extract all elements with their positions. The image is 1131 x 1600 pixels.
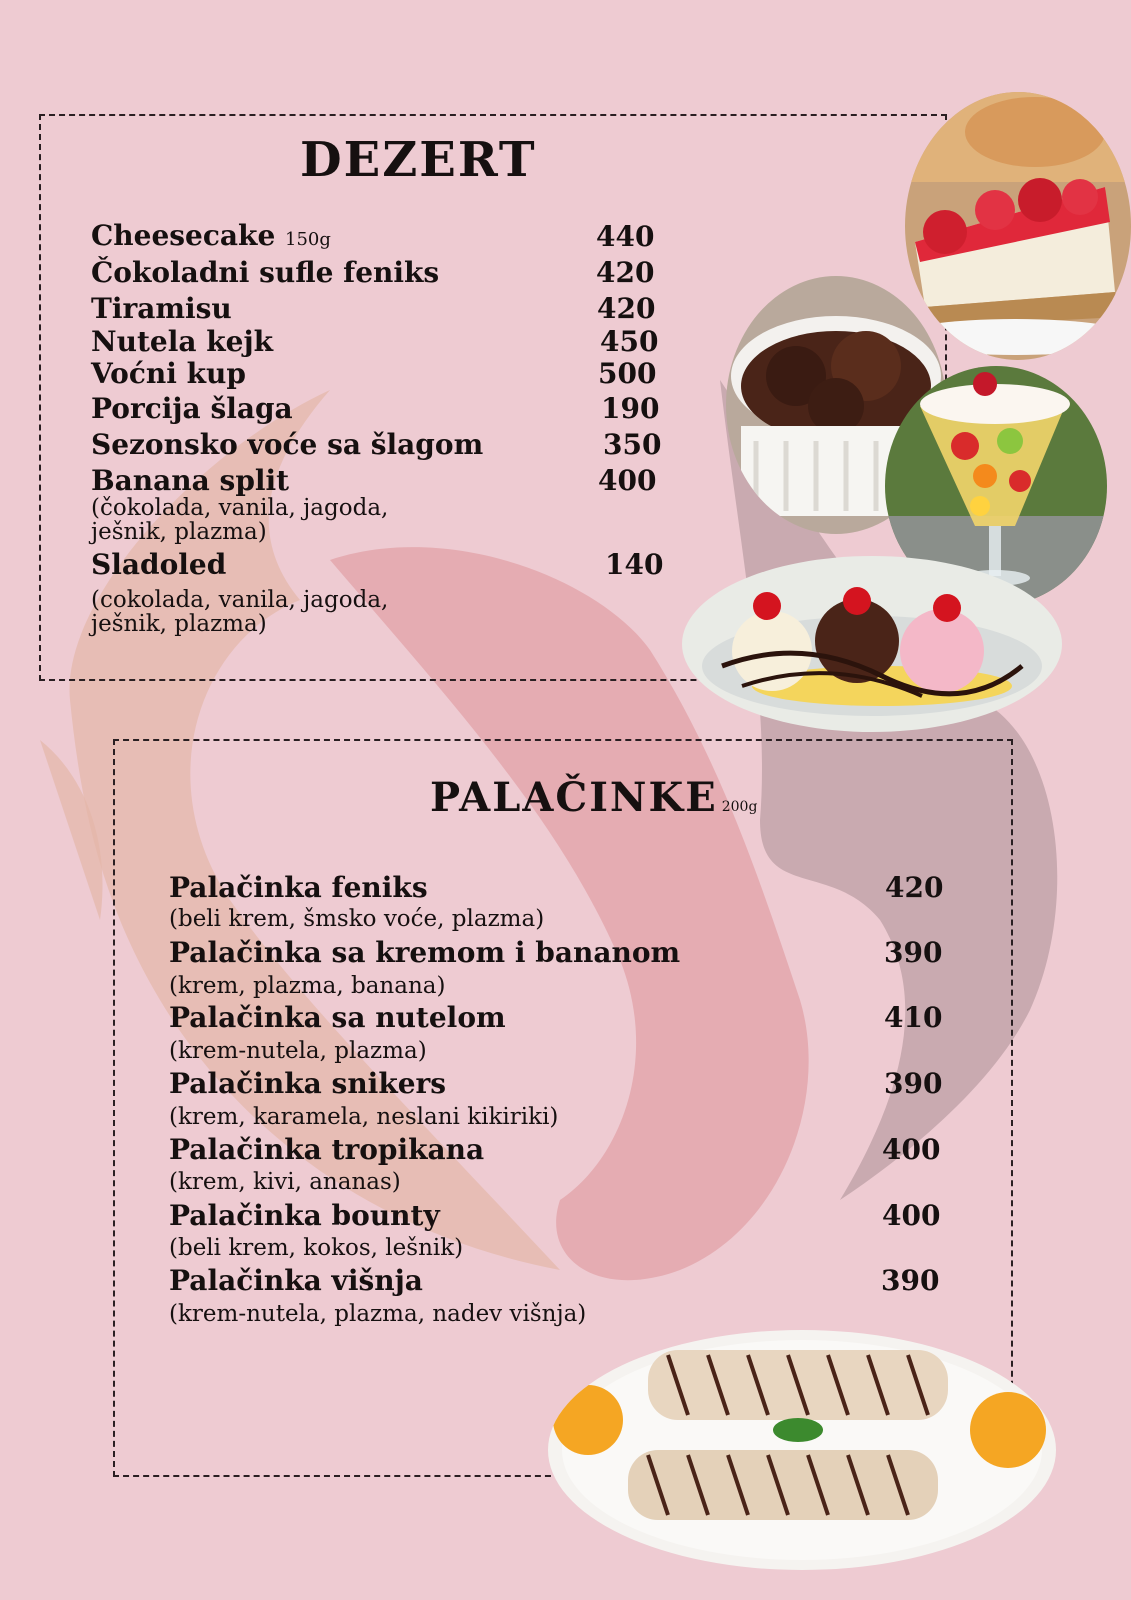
palacinke-item-desc: (krem, kivi, ananas) [169,1169,401,1195]
palacinke-item-name: Palačinka feniks [169,871,428,904]
dezert-item-price: 400 [598,464,657,497]
dezert-item-desc: ješnik, plazma) [91,519,267,545]
cheesecake-photo [905,92,1131,360]
dezert-item-name: Sezonsko voće sa šlagom [91,428,484,461]
palacinke-item-name: Palačinka tropikana [169,1133,485,1166]
dezert-item-name: Čokoladni sufle feniks [91,256,440,289]
palacinke-item-name: Palačinka snikers [169,1067,447,1100]
dezert-item-name: Voćni kup [91,357,246,390]
dezert-item-price: 420 [596,256,655,289]
dezert-item-price: 420 [597,292,656,325]
palacinke-item-price: 420 [885,871,944,904]
dezert-item-name: Banana split [91,464,290,497]
palacinke-item-desc: (krem-nutela, plazma, nadev višnja) [169,1301,587,1327]
dezert-item-price: 500 [598,357,657,390]
palacinke-item-name: Palačinka bounty [169,1199,440,1232]
palacinke-item-price: 390 [884,1067,943,1100]
palacinke-item-desc: (beli krem, šmsko voće, plazma) [169,906,545,932]
palacinke-item-desc: (krem, plazma, banana) [169,973,446,999]
palacinke-item-name: Palačinka sa kremom i bananom [169,936,681,969]
palacinke-item-desc: (krem, karamela, neslani kikiriki) [169,1104,559,1130]
palacinke-item-price: 390 [881,1264,940,1297]
palacinke-item-price: 390 [884,936,943,969]
dezert-item-desc: (cokolada, vanila, jagoda, [91,587,389,613]
palacinke-item-price: 400 [882,1199,941,1232]
dezert-item-name: Cheesecake 150g [91,219,331,252]
palacinke-item-name: Palačinka sa nutelom [169,1001,506,1034]
dezert-item-name: Nutela kejk [91,325,273,358]
dezert-item-price: 140 [605,548,664,581]
dezert-title: DEZERT [300,132,537,188]
dezert-item-price: 450 [600,325,659,358]
palacinke-item-desc: (beli krem, kokos, lešnik) [169,1235,464,1261]
dezert-item-name: Sladoled [91,548,227,581]
palacinke-item-price: 400 [882,1133,941,1166]
dezert-item-price: 190 [601,392,660,425]
dezert-item-desc: (čokolada, vanila, jagoda, [91,495,389,521]
palacinke-title: PALAČINKE 200g [430,774,758,821]
dezert-item-name: Tiramisu [91,292,232,325]
dezert-item-desc: ješnik, plazma) [91,611,267,637]
banana-split-photo [682,556,1062,732]
palacinke-item-name: Palačinka višnja [169,1264,423,1297]
dezert-item-price: 440 [596,220,655,253]
palacinke-item-desc: (krem-nutela, plazma) [169,1038,427,1064]
palacinke-item-price: 410 [884,1001,943,1034]
dezert-item-name: Porcija šlaga [91,392,293,425]
crepes-photo [548,1330,1056,1570]
dezert-item-price: 350 [603,428,662,461]
